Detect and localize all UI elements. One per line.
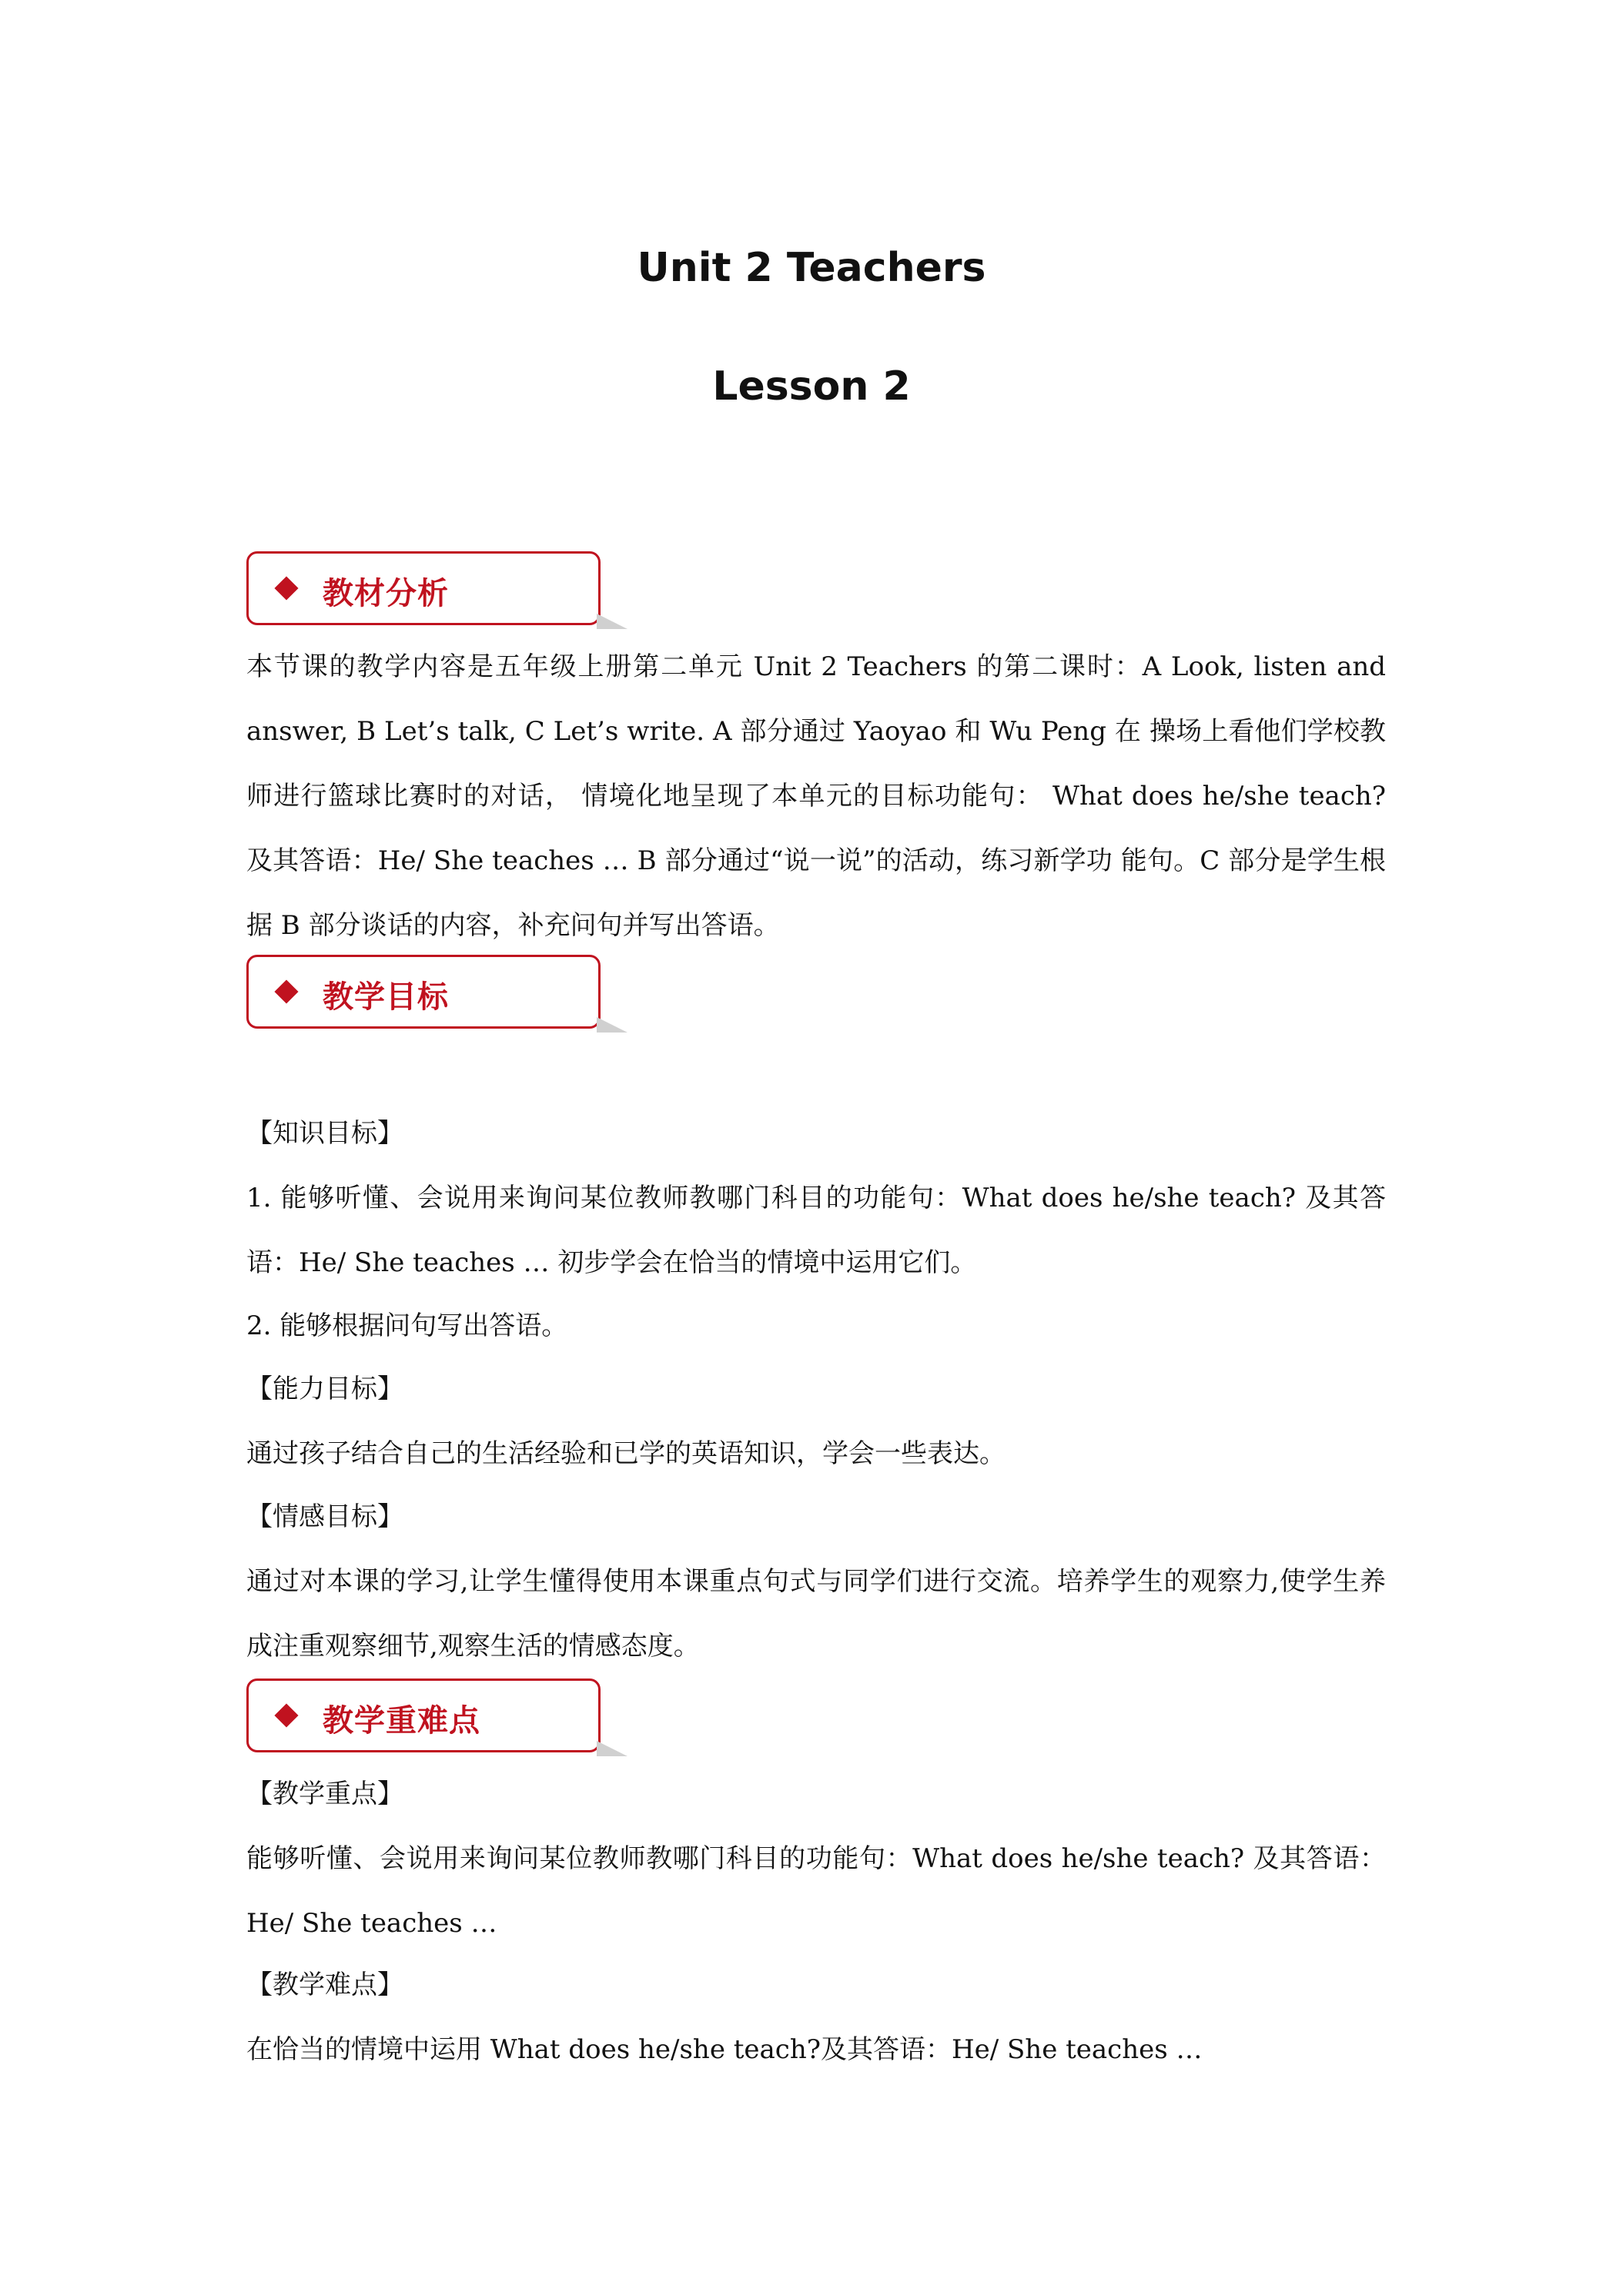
diamond-bullet-icon (274, 1703, 298, 1727)
ability-text: 通过孩子结合自己的生活经验和已学的英语知识，学会一些表达。 (246, 1438, 1006, 1469)
section-header-analysis (246, 551, 601, 625)
section-header-objectives (246, 955, 601, 1029)
ability-heading: 【能力目标】 (246, 1374, 403, 1404)
emotion-text: 通过对本课的学习,让学生懂得使用本课重点句式与同学们进行交流。培养学生的观察力,使学生养成注重观察细节,观察生活的情感态度。 (246, 1566, 1386, 1662)
section-shadow (597, 1017, 627, 1033)
lesson-title: Lesson 2 (712, 363, 911, 410)
diamond-bullet-icon (274, 576, 298, 600)
section-header-key-points (246, 1678, 601, 1752)
key-text: 能够听懂、会说用来询问某位教师教哪门科目的功能句：What does he/she teach? 及其答语：He/ She teaches … (246, 1843, 1386, 1939)
knowledge-item-1: 1. 能够听懂、会说用来询问某位教师教哪门科目的功能句：What does he/she teach? 及其答语：He/ She teaches … 初步学会在恰当的情境中运用它们。 (246, 1183, 1386, 1278)
knowledge-heading: 【知识目标】 (246, 1118, 403, 1149)
difficult-text: 在恰当的情境中运用 What does he/she teach?及其答语：He/ She teaches … (246, 2034, 1203, 2065)
emotion-heading: 【情感目标】 (246, 1501, 403, 1532)
section-shadow (597, 1741, 627, 1756)
section-shadow (597, 614, 627, 629)
document-title: Unit 2 Teachers (637, 245, 986, 291)
section-label: 教材分析 (323, 576, 449, 611)
section-label: 教学重难点 (323, 1703, 480, 1739)
section-label: 教学目标 (323, 979, 449, 1015)
key-heading: 【教学重点】 (246, 1779, 403, 1809)
difficult-heading: 【教学难点】 (246, 1970, 403, 2000)
knowledge-item-2: 2. 能够根据问句写出答语。 (246, 1310, 568, 1341)
diamond-bullet-icon (274, 979, 298, 1003)
analysis-paragraph: 本节课的教学内容是五年级上册第二单元 Unit 2 Teachers 的第二课时：A Look, listen and answer, B Let’s talk, C Let’s write. A 部分通过 Yaoyao 和 Wu Peng 在 操场上看他们学校教师进行篮球比赛时的对话， 情境化地呈现了本单元的目标功能句： What does he/she teach? 及其答语：He/ She teaches … B 部分通过“说一说”的活动，练习新学功 能句。C 部分是学生根据 B 部分谈话的内容，补充问句并写出答语。 (246, 651, 1386, 941)
